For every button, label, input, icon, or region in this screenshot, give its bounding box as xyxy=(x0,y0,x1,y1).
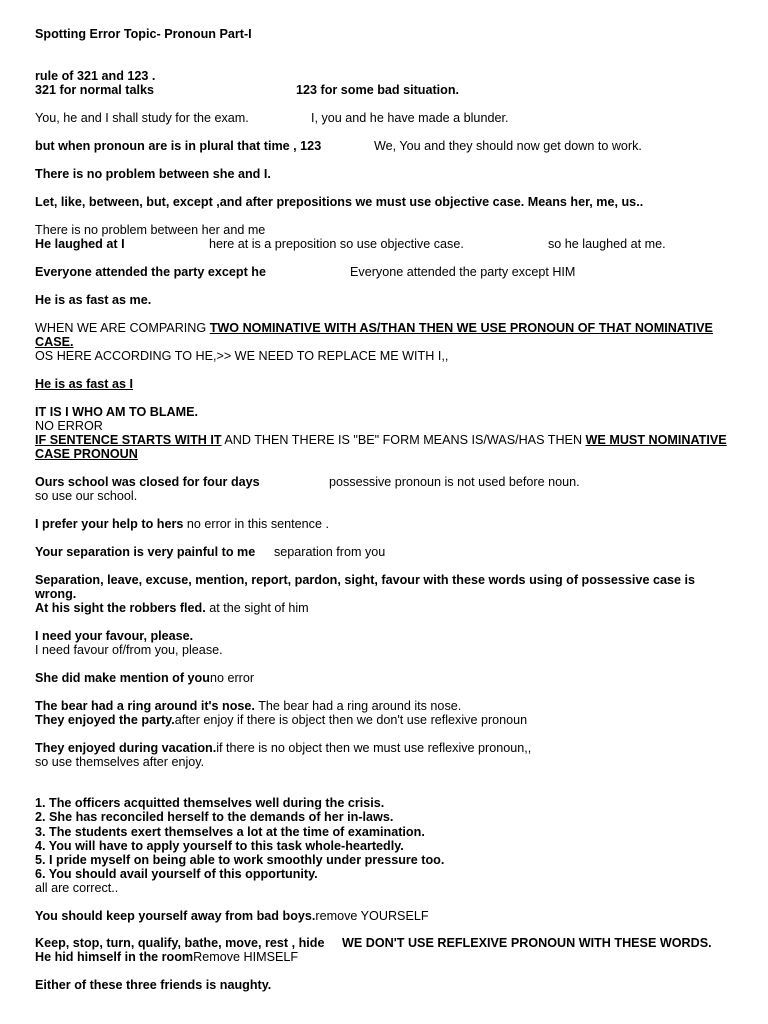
comparison-rule-emphasis: TWO NOMINATIVE WITH AS/THAN THEN WE USE PRONOUN OF THAT NOMINATIVE xyxy=(209,321,713,335)
sentence-line xyxy=(35,517,329,531)
sentence-line xyxy=(35,909,429,923)
sentence-line: IT IS I WHO AM TO BLAME. xyxy=(35,405,199,419)
rule-321: 321 for normal talks xyxy=(35,83,154,97)
explanation: no error in this sentence . xyxy=(183,517,329,531)
explanation: possessive pronoun is not used before noun. xyxy=(329,475,580,489)
sentence-text: They enjoyed the party. xyxy=(35,713,175,727)
possessive-rule-cont: wrong. xyxy=(35,587,77,601)
it-rule-cont: CASE PRONOUN xyxy=(35,447,138,461)
sentence-line: He laughed at I xyxy=(35,237,125,251)
correction: so he laughed at me. xyxy=(548,237,666,251)
list-item: 6. You should avail yourself of this opportunity. xyxy=(35,867,318,881)
list-item: 4. You will have to apply yourself to this task whole-heartedly. xyxy=(35,839,404,853)
sentence-line xyxy=(35,601,309,615)
comparison-rule-lead: WHEN WE ARE COMPARING xyxy=(35,321,210,335)
sentence-line: He is as fast as me. xyxy=(35,293,152,307)
rule-123: 123 for some bad situation. xyxy=(296,83,460,97)
sentence-line: I need your favour, please. xyxy=(35,629,194,643)
sentence-text: She did make mention of you xyxy=(35,671,210,685)
it-rule xyxy=(35,433,727,447)
rule-heading: rule of 321 and 123 . xyxy=(35,69,156,83)
explanation: if there is no object then we must use reflexive pronoun,, xyxy=(216,741,532,755)
document-title: Spotting Error Topic- Pronoun Part-I xyxy=(35,27,252,41)
sentence-line: Ours school was closed for four days xyxy=(35,475,260,489)
it-rule-emphasis: WE MUST NOMINATIVE xyxy=(585,433,727,447)
sentence-text: He hid himself in the room xyxy=(35,950,194,964)
list-item: 3. The students exert themselves a lot at the time of examination. xyxy=(35,825,425,839)
list-item: 2. She has reconciled herself to the demands of her in-laws. xyxy=(35,810,394,824)
it-rule-lead: IF SENTENCE STARTS WITH IT xyxy=(35,433,222,447)
explanation: after enjoy if there is object then we don't use reflexive pronoun xyxy=(174,713,528,727)
no-error-note: NO ERROR xyxy=(35,419,103,433)
sentence-text: At his sight the robbers fled. xyxy=(35,601,206,615)
sentence-line xyxy=(35,950,298,964)
reflexive-words: Keep, stop, turn, qualify, bathe, move, rest , hide xyxy=(35,936,325,950)
sentence-text: The bear had a ring around it's nose. xyxy=(35,699,255,713)
sentence-line: Either of these three friends is naughty. xyxy=(35,978,272,992)
example-123: I, you and he have made a blunder. xyxy=(311,111,509,125)
correction: so use themselves after enjoy. xyxy=(35,755,205,769)
comparison-rule-cont: CASE. xyxy=(35,335,74,349)
reflexive-rule: WE DON'T USE REFLEXIVE PRONOUN WITH THESE WORDS. xyxy=(342,936,712,950)
sentence-text: I prefer your help to hers xyxy=(35,517,184,531)
correction: Remove HIMSELF xyxy=(193,950,299,964)
comparison-rule xyxy=(35,321,713,335)
example-321: You, he and I shall study for the exam. xyxy=(35,111,249,125)
plural-rule: but when pronoun are is in plural that time , 123 xyxy=(35,139,322,153)
explanation: here at is a preposition so use objective case. xyxy=(209,237,464,251)
it-rule-middle: AND THEN THERE IS "BE" FORM MEANS IS/WAS/HAS THEN xyxy=(221,433,586,447)
preposition-rule: Let, like, between, but, except ,and after prepositions we must use objective case. Means her, me, us.. xyxy=(35,195,644,209)
correction: at the sight of him xyxy=(205,601,309,615)
explanation: all are correct.. xyxy=(35,881,119,895)
sentence-line xyxy=(35,713,527,727)
correction: remove YOURSELF xyxy=(315,909,429,923)
sentence-line: Your separation is very painful to me xyxy=(35,545,256,559)
correction: I need favour of/from you, please. xyxy=(35,643,223,657)
correction: The bear had a ring around its nose. xyxy=(254,699,462,713)
list-item: 5. I pride myself on being able to work smoothly under pressure too. xyxy=(35,853,445,867)
sentence-text: They enjoyed during vacation. xyxy=(35,741,217,755)
sentence-line: Everyone attended the party except he xyxy=(35,265,266,279)
possessive-rule: Separation, leave, excuse, mention, report, pardon, sight, favour with these words using of possessive case is xyxy=(35,573,695,587)
correction: separation from you xyxy=(274,545,386,559)
sentence-text: You should keep yourself away from bad boys. xyxy=(35,909,316,923)
sentence-line xyxy=(35,699,461,713)
sentence-line xyxy=(35,741,531,755)
sentence-line xyxy=(35,671,254,685)
comparison-note: OS HERE ACCORDING TO HE,>> WE NEED TO REPLACE ME WITH I,, xyxy=(35,349,449,363)
list-item: 1. The officers acquitted themselves well during the crisis. xyxy=(35,796,385,810)
correction: so use our school. xyxy=(35,489,138,503)
sentence-line: There is no problem between her and me xyxy=(35,223,266,237)
plural-example: We, You and they should now get down to work. xyxy=(374,139,642,153)
correction: Everyone attended the party except HIM xyxy=(350,265,576,279)
correction: He is as fast as I xyxy=(35,377,134,391)
explanation: no error xyxy=(209,671,255,685)
sentence-line: There is no problem between she and I. xyxy=(35,167,271,181)
